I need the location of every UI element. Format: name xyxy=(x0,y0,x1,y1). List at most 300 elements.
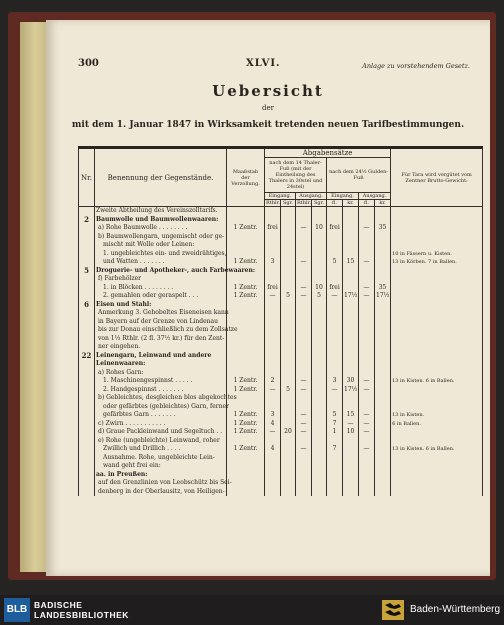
duty-value xyxy=(343,241,359,250)
row-number xyxy=(79,394,95,403)
library-name xyxy=(34,600,129,620)
row-number xyxy=(79,377,95,386)
measure-unit: 1 Zentr. xyxy=(227,377,265,386)
duty-value xyxy=(281,479,296,488)
duty-value: frei xyxy=(265,284,281,293)
duty-value: — xyxy=(359,411,375,420)
duty-value xyxy=(327,343,343,352)
duty-value xyxy=(265,309,281,318)
duty-value xyxy=(312,462,327,471)
duty-value xyxy=(327,301,343,310)
duty-value xyxy=(343,454,359,463)
tare-allowance xyxy=(391,352,483,361)
tare-allowance xyxy=(391,403,483,412)
tare-allowance xyxy=(391,394,483,403)
duty-value xyxy=(265,462,281,471)
duty-value xyxy=(281,471,296,480)
thaler-header: nach dem 14 Thaler-Fuß (mit der Eintheilung des Thalers in 30stel und 24stel) xyxy=(265,158,327,193)
measure-unit xyxy=(227,488,265,497)
duty-value: 3 xyxy=(265,411,281,420)
measure-unit: 1 Zentr. xyxy=(227,224,265,233)
ausgang-header: Ausgang. xyxy=(359,193,391,200)
duty-value: — xyxy=(359,224,375,233)
row-number xyxy=(79,309,95,318)
duty-value: 20 xyxy=(281,428,296,437)
item-name: a) Rohes Garn: xyxy=(95,369,227,378)
duty-value: 7 xyxy=(327,445,343,454)
duty-value xyxy=(327,454,343,463)
item-name: Droguerie- und Apotheker-, auch Farbewaaren: xyxy=(96,266,256,274)
duty-value xyxy=(375,275,391,284)
duty-value xyxy=(296,275,312,284)
duty-value xyxy=(296,488,312,497)
duty-value xyxy=(343,369,359,378)
bw-coat-of-arms-icon xyxy=(382,600,404,620)
duty-value xyxy=(359,207,375,216)
measure-unit xyxy=(227,335,265,344)
table-row xyxy=(79,394,483,403)
duty-value xyxy=(296,479,312,488)
duty-value xyxy=(343,479,359,488)
duty-value: — xyxy=(359,284,375,293)
duty-value xyxy=(312,403,327,412)
tare-allowance xyxy=(391,309,483,318)
duty-value xyxy=(343,403,359,412)
duty-value xyxy=(281,233,296,242)
measure-unit xyxy=(227,462,265,471)
tare-allowance xyxy=(391,284,483,293)
footer-bar xyxy=(0,595,504,625)
duty-value xyxy=(281,462,296,471)
duty-value xyxy=(312,309,327,318)
tare-allowance xyxy=(391,428,483,437)
table-row xyxy=(79,360,483,369)
duty-value xyxy=(265,335,281,344)
duty-value xyxy=(359,309,375,318)
duty-value xyxy=(281,352,296,361)
duty-value xyxy=(359,471,375,480)
duty-value xyxy=(312,267,327,276)
duty-value xyxy=(281,250,296,259)
duty-value: — xyxy=(359,258,375,267)
partner-name: Baden-Württemberg xyxy=(410,604,501,615)
duty-value xyxy=(327,267,343,276)
duty-value: — xyxy=(359,420,375,429)
item-name: b) Gebleichtes, desgleichen blos abgekochtes xyxy=(95,394,227,403)
duty-value xyxy=(359,301,375,310)
table-row xyxy=(79,437,483,446)
measure-unit xyxy=(227,207,265,216)
item-name: c) Zwirn . . . . . . . . . . . xyxy=(95,420,227,429)
duty-value xyxy=(343,437,359,446)
duty-value xyxy=(296,233,312,242)
col-massstab-header: Maaßstab der Verzollung. xyxy=(227,148,265,207)
duty-value xyxy=(265,437,281,446)
duty-value xyxy=(265,488,281,497)
duty-value: — xyxy=(296,377,312,386)
duty-value xyxy=(343,352,359,361)
duty-value xyxy=(343,462,359,471)
duty-value xyxy=(281,343,296,352)
duty-value xyxy=(327,360,343,369)
duty-value xyxy=(312,471,327,480)
duty-value xyxy=(312,488,327,497)
item-name: Zwillich und Drillich . . . . xyxy=(95,445,227,454)
duty-value xyxy=(265,326,281,335)
duty-value xyxy=(296,471,312,480)
duty-value: — xyxy=(296,428,312,437)
duty-value xyxy=(343,267,359,276)
row-number: 6 xyxy=(79,301,95,310)
item-name: f) Farbehölzer xyxy=(95,275,227,284)
unit-header: kr. xyxy=(343,200,359,207)
duty-value xyxy=(343,250,359,259)
duty-value xyxy=(375,301,391,310)
unit-header: Rthlr. xyxy=(297,200,312,206)
measure-unit: 1 Zentr. xyxy=(227,445,265,454)
duty-value xyxy=(312,437,327,446)
duty-value: — xyxy=(359,292,375,301)
duty-value xyxy=(281,437,296,446)
table-row xyxy=(79,233,483,242)
duty-value xyxy=(281,275,296,284)
table-row xyxy=(79,326,483,335)
table-row xyxy=(79,335,483,344)
duty-value xyxy=(312,352,327,361)
duty-value xyxy=(312,207,327,216)
measure-unit xyxy=(227,479,265,488)
duty-value xyxy=(359,216,375,225)
page-title: Uebersicht xyxy=(212,82,324,100)
duty-value xyxy=(375,377,391,386)
row-number xyxy=(79,471,95,480)
duty-value xyxy=(312,360,327,369)
item-name: 1. ungebleichtes ein- und zweidrähtiges, xyxy=(95,250,227,259)
duty-value xyxy=(281,369,296,378)
duty-value xyxy=(265,241,281,250)
item-name: Leinengarn, Leinwand und andere xyxy=(95,352,227,361)
duty-value xyxy=(281,267,296,276)
duty-value xyxy=(296,267,312,276)
table-row xyxy=(79,471,483,480)
duty-value: 5 xyxy=(327,411,343,420)
duty-value xyxy=(375,403,391,412)
duty-value xyxy=(296,216,312,225)
duty-value xyxy=(265,454,281,463)
duty-value xyxy=(343,284,359,293)
duty-value xyxy=(281,454,296,463)
duty-value xyxy=(327,326,343,335)
table-row xyxy=(79,420,483,429)
measure-unit xyxy=(227,318,265,327)
table-row xyxy=(79,445,483,454)
duty-value xyxy=(296,301,312,310)
duty-value xyxy=(375,488,391,497)
duty-value: — xyxy=(296,411,312,420)
duty-value xyxy=(327,369,343,378)
duty-value xyxy=(296,207,312,216)
duty-value xyxy=(281,335,296,344)
row-number xyxy=(79,462,95,471)
row-number: 5 xyxy=(79,267,95,276)
document-page xyxy=(46,20,490,576)
tare-allowance xyxy=(391,471,483,480)
measure-unit xyxy=(227,301,265,310)
duty-value xyxy=(359,437,375,446)
measure-unit: 1 Zentr. xyxy=(227,292,265,301)
duty-value xyxy=(359,352,375,361)
duty-value xyxy=(359,326,375,335)
duty-value xyxy=(327,233,343,242)
duty-value xyxy=(296,343,312,352)
row-number xyxy=(79,335,95,344)
duty-value xyxy=(327,309,343,318)
duty-value xyxy=(265,394,281,403)
duty-value xyxy=(281,326,296,335)
duty-value xyxy=(327,275,343,284)
duty-value xyxy=(296,437,312,446)
duty-value: — xyxy=(296,284,312,293)
duty-value xyxy=(312,377,327,386)
duty-value: — xyxy=(296,224,312,233)
tare-allowance xyxy=(391,292,483,301)
tare-allowance: 13 in Kisten. 6 in Ballen. xyxy=(391,445,483,454)
duty-value: 3 xyxy=(327,377,343,386)
duty-value: — xyxy=(265,292,281,301)
item-name: 2. Handgespinnst . . . . . . . xyxy=(95,386,227,395)
duty-value: — xyxy=(265,428,281,437)
page-subtitle: mit dem 1. Januar 1847 in Wirksamkeit tretenden neuen Tarifbestimmungen. xyxy=(71,120,465,130)
item-name: Eisen und Stahl: xyxy=(95,301,227,310)
col-name-header: Benennung der Gegenstände. xyxy=(95,148,227,207)
item-name: Baumwolle und Baumwollenwaaren: xyxy=(95,216,227,225)
item-name: denberg in der Oberlausitz, von Heiligen- xyxy=(95,488,227,497)
item-name: von 1⅓ Rthlr. (2 fl. 37½ kr.) für den Zent- xyxy=(95,335,227,344)
duty-value xyxy=(343,207,359,216)
section-number: XLVI. xyxy=(246,58,281,69)
table-row xyxy=(79,488,483,497)
table-row xyxy=(79,454,483,463)
duty-value: 1 xyxy=(327,428,343,437)
duty-value xyxy=(296,394,312,403)
duty-value xyxy=(265,250,281,259)
duty-value xyxy=(281,284,296,293)
duty-value xyxy=(343,360,359,369)
duty-value xyxy=(296,241,312,250)
duty-value: — xyxy=(359,445,375,454)
duty-value xyxy=(265,216,281,225)
duty-value xyxy=(375,258,391,267)
duty-value xyxy=(375,369,391,378)
table-row xyxy=(79,386,483,395)
measure-unit xyxy=(227,403,265,412)
duty-value: 4 xyxy=(265,445,281,454)
duty-value xyxy=(359,343,375,352)
duty-value xyxy=(312,275,327,284)
library-name-line1: BADISCHE xyxy=(34,600,83,610)
row-number xyxy=(79,241,95,250)
duty-value xyxy=(375,394,391,403)
ausgang-header: Ausgang. xyxy=(296,193,327,200)
table-row xyxy=(79,411,483,420)
duty-value: 30 xyxy=(343,377,359,386)
tare-allowance xyxy=(391,233,483,242)
duty-value xyxy=(281,207,296,216)
row-number xyxy=(79,275,95,284)
table-row xyxy=(79,301,483,310)
duty-value xyxy=(375,352,391,361)
duty-value: 5 xyxy=(312,292,327,301)
duty-value: 35 xyxy=(375,224,391,233)
item-name: a) Rohe Baumwolle . . . . . . . . xyxy=(95,224,227,233)
duty-value xyxy=(375,309,391,318)
duty-value xyxy=(265,301,281,310)
table-row xyxy=(79,207,483,216)
duty-value xyxy=(375,471,391,480)
duty-value xyxy=(359,394,375,403)
duty-value xyxy=(327,216,343,225)
library-name-line2: LANDESBIBLIOTHEK xyxy=(34,610,129,620)
duty-value xyxy=(265,369,281,378)
row-number xyxy=(79,318,95,327)
duty-value xyxy=(375,326,391,335)
duty-value xyxy=(281,420,296,429)
tare-allowance xyxy=(391,462,483,471)
duty-value xyxy=(327,488,343,497)
duty-value xyxy=(375,267,391,276)
duty-value xyxy=(343,445,359,454)
duty-value xyxy=(312,411,327,420)
duty-value xyxy=(327,207,343,216)
duty-value xyxy=(265,403,281,412)
duty-value xyxy=(265,360,281,369)
duty-value xyxy=(359,462,375,471)
duty-value xyxy=(281,241,296,250)
table-row xyxy=(79,343,483,352)
duty-value: — xyxy=(296,386,312,395)
duty-value: — xyxy=(296,292,312,301)
duty-value xyxy=(312,216,327,225)
tare-allowance xyxy=(391,369,483,378)
tare-allowance xyxy=(391,488,483,497)
table-row xyxy=(79,479,483,488)
duty-value xyxy=(281,301,296,310)
tare-allowance xyxy=(391,326,483,335)
row-number xyxy=(79,420,95,429)
duty-value xyxy=(343,326,359,335)
tare-allowance: 13 in Körben. 7 in Ballen. xyxy=(391,258,483,267)
eingang-header: Eingang. xyxy=(265,193,296,200)
duty-value: 7 xyxy=(327,420,343,429)
item-name: Ausnahme. Rohe, ungebleichte Lein- xyxy=(95,454,227,463)
item-name: bis zur Donau einschließlich zu dem Zollsatze xyxy=(95,326,227,335)
duty-value xyxy=(375,216,391,225)
duty-value xyxy=(359,233,375,242)
tariff-table xyxy=(78,146,483,496)
duty-value xyxy=(375,207,391,216)
measure-unit xyxy=(227,233,265,242)
row-number: 22 xyxy=(79,352,95,361)
item-name: aa. in Preußen: xyxy=(95,471,227,480)
duty-value xyxy=(359,275,375,284)
duty-value xyxy=(281,488,296,497)
duty-value xyxy=(265,471,281,480)
tare-allowance xyxy=(391,454,483,463)
table-row xyxy=(79,318,483,327)
duty-value xyxy=(265,318,281,327)
duty-value xyxy=(359,318,375,327)
duty-value: 10 xyxy=(343,428,359,437)
measure-unit xyxy=(227,250,265,259)
duty-value xyxy=(296,335,312,344)
tare-allowance xyxy=(391,479,483,488)
table-row xyxy=(79,369,483,378)
duty-value xyxy=(359,360,375,369)
duty-value xyxy=(343,224,359,233)
duty-value: 15 xyxy=(343,258,359,267)
duty-value xyxy=(343,301,359,310)
measure-unit: 1 Zentr. xyxy=(227,428,265,437)
tare-allowance xyxy=(391,437,483,446)
duty-value xyxy=(281,216,296,225)
duty-value: — xyxy=(327,386,343,395)
duty-value xyxy=(312,258,327,267)
duty-value: frei xyxy=(327,284,343,293)
row-number xyxy=(79,479,95,488)
duty-value xyxy=(281,445,296,454)
duty-value xyxy=(343,488,359,497)
duty-value: — xyxy=(359,386,375,395)
item-name: e) Rohe (ungebleichte) Leinwand, roher xyxy=(95,437,227,446)
row-number xyxy=(79,411,95,420)
duty-value xyxy=(327,471,343,480)
gulden-header: nach dem 24½ Gulden-Fuß xyxy=(327,158,391,193)
duty-value xyxy=(265,233,281,242)
duty-value xyxy=(296,326,312,335)
duty-value xyxy=(327,462,343,471)
duty-value xyxy=(312,233,327,242)
tara-header: Für Tara wird vergütet vom Zentner Brutto-Gewicht: xyxy=(391,148,483,207)
col-nr-header: Nr. xyxy=(79,148,95,207)
row-number xyxy=(79,224,95,233)
measure-unit xyxy=(227,275,265,284)
row-number xyxy=(79,428,95,437)
blb-logo: BLB xyxy=(4,598,30,622)
duty-value xyxy=(343,216,359,225)
duty-value xyxy=(312,241,327,250)
duty-value: — xyxy=(343,420,359,429)
item-name: in Bayern auf der Grenze von Lindenau xyxy=(95,318,227,327)
page-number: 300 xyxy=(78,58,99,69)
table-row xyxy=(79,284,483,293)
table-row xyxy=(79,275,483,284)
duty-value xyxy=(312,479,327,488)
duty-value xyxy=(343,318,359,327)
tare-allowance xyxy=(391,343,483,352)
measure-unit xyxy=(227,216,265,225)
duty-value xyxy=(296,352,312,361)
row-number xyxy=(79,233,95,242)
measure-unit xyxy=(227,309,265,318)
title-connector: der xyxy=(262,104,274,112)
duty-value xyxy=(375,454,391,463)
duty-value xyxy=(327,403,343,412)
tare-allowance xyxy=(391,224,483,233)
duty-value: 5 xyxy=(281,386,296,395)
measure-unit xyxy=(227,360,265,369)
duty-value xyxy=(296,454,312,463)
unit-header: fl. xyxy=(327,200,343,207)
